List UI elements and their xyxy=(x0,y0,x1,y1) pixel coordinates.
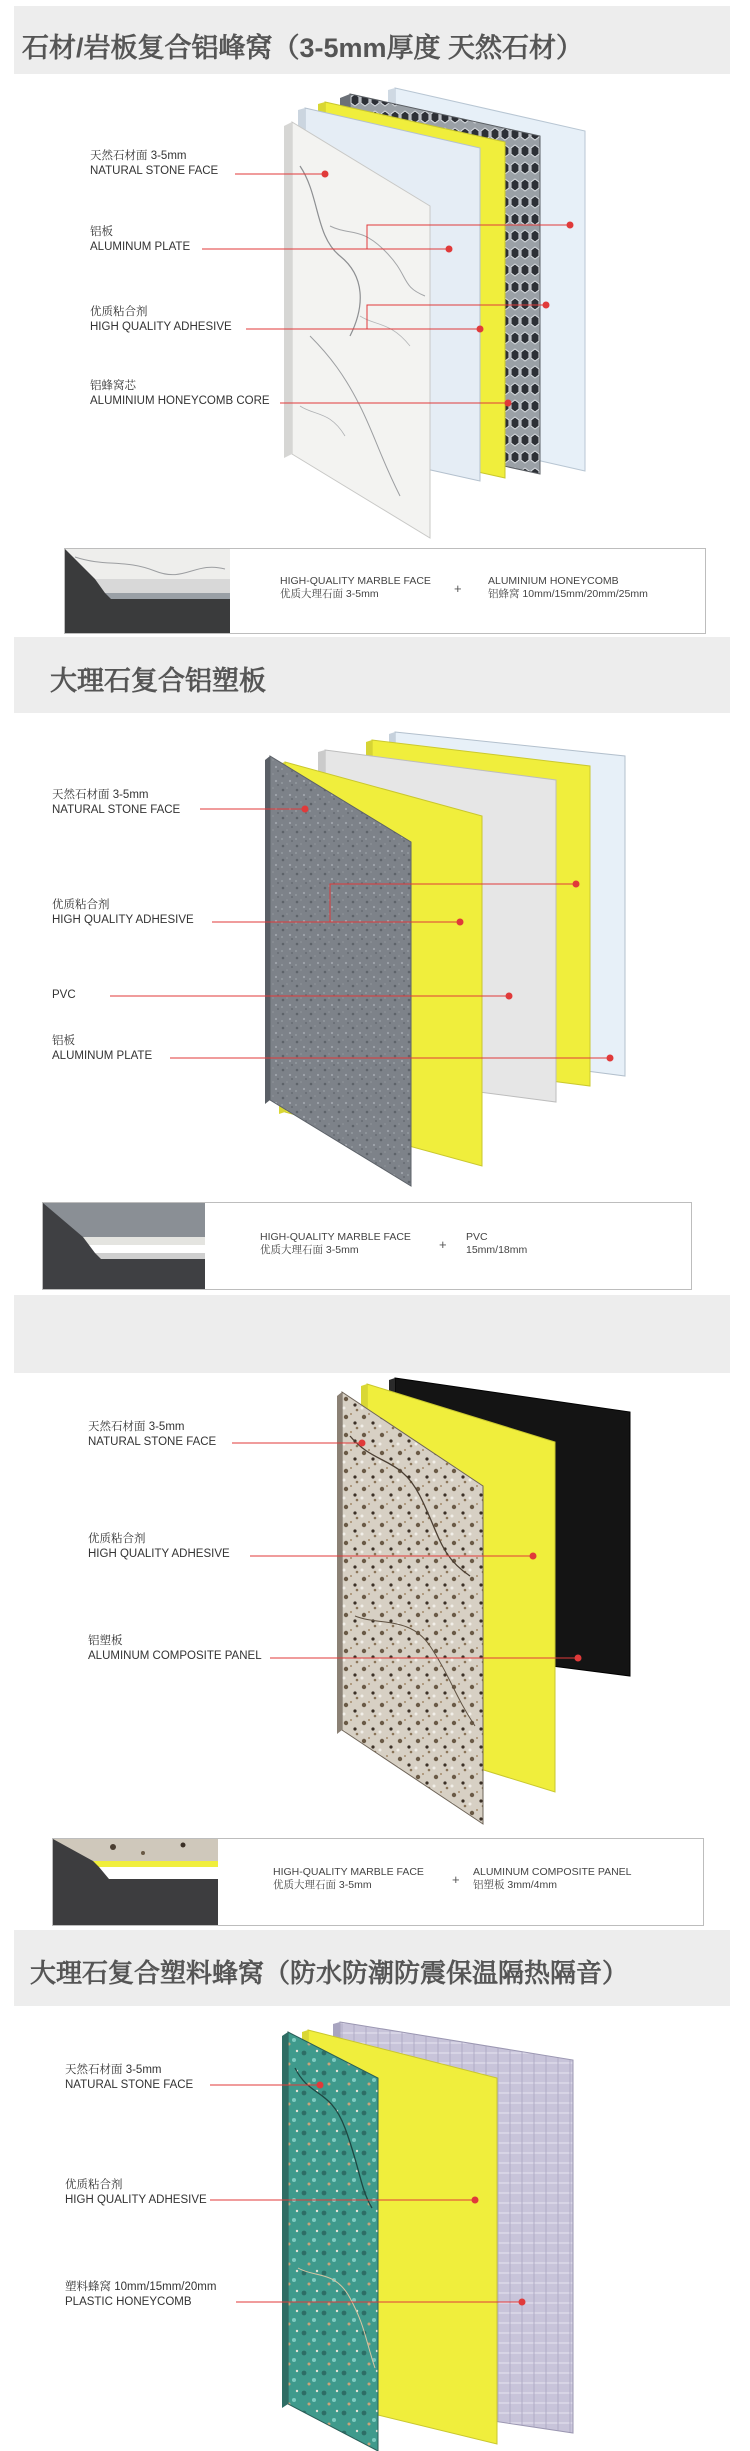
section-3-diagram xyxy=(0,1376,750,1838)
label-plastic-honeycomb: 塑料蜂窝 10mm/15mm/20mm PLASTIC HONEYCOMB xyxy=(65,2281,217,2308)
section-4-title: 大理石复合塑料蜂窝（防水防潮防震保温隔热隔音） xyxy=(30,1958,629,1988)
label-pvc: PVC xyxy=(52,989,76,1001)
section-3-strip-plus: + xyxy=(452,1872,460,1887)
label-natural-stone-face: 天然石材面 3-5mm NATURAL STONE FACE xyxy=(90,150,219,177)
section-1-spec-strip xyxy=(64,548,706,634)
label-high-quality-adhesive: 优质粘合剂 HIGH QUALITY ADHESIVE xyxy=(88,1533,230,1560)
layer-natural-stone xyxy=(282,2032,378,2451)
section-2-diagram xyxy=(0,716,750,1196)
section-2-strip-core-spec: PVC 15mm/18mm xyxy=(466,1231,528,1256)
label-natural-stone-face: 天然石材面 3-5mm NATURAL STONE FACE xyxy=(65,2064,194,2091)
section-2-thumbnail xyxy=(43,1203,205,1289)
label-aluminum-plate: 铝板 ALUMINUM PLATE xyxy=(90,226,191,253)
label-high-quality-adhesive: 优质粘合剂 HIGH QUALITY ADHESIVE xyxy=(90,306,232,333)
section-1-diagram xyxy=(0,76,750,546)
label-aluminum-composite-panel: 铝塑板 ALUMINUM COMPOSITE PANEL xyxy=(88,1635,262,1662)
label-aluminium-honeycomb-core: 铝蜂窝芯 ALUMINIUM HONEYCOMB CORE xyxy=(90,380,270,407)
section-1-title: 石材/岩板复合铝峰窝（3-5mm厚度 天然石材） xyxy=(22,33,584,63)
section-3-strip-core-spec: ALUMINUM COMPOSITE PANEL 铝塑板 3mm/4mm xyxy=(473,1866,632,1891)
section-2-strip-plus: + xyxy=(439,1237,447,1252)
label-high-quality-adhesive: 优质粘合剂 HIGH QUALITY ADHESIVE xyxy=(52,899,194,926)
section-2-title: 大理石复合铝塑板 xyxy=(50,666,266,696)
section-1-thumbnail xyxy=(65,549,230,633)
section-2-strip-marble-face: HIGH-QUALITY MARBLE FACE 优质大理石面 3-5mm xyxy=(260,1231,411,1256)
label-natural-stone-face: 天然石材面 3-5mm NATURAL STONE FACE xyxy=(88,1421,217,1448)
section-3-title-band xyxy=(14,1295,730,1373)
label-aluminum-plate: 铝板 ALUMINUM PLATE xyxy=(52,1035,153,1062)
section-3-thumbnail xyxy=(53,1839,218,1925)
section-3-spec-strip xyxy=(52,1838,704,1926)
section-3-strip-marble-face: HIGH-QUALITY MARBLE FACE 优质大理石面 3-5mm xyxy=(273,1866,424,1891)
section-1-strip-core-spec: ALUMINIUM HONEYCOMB 铝蜂窝 10mm/15mm/20mm/25mm xyxy=(488,575,648,600)
section-1-strip-marble-face: HIGH-QUALITY MARBLE FACE 优质大理石面 3-5mm xyxy=(280,575,431,600)
label-high-quality-adhesive: 优质粘合剂 HIGH QUALITY ADHESIVE xyxy=(65,2179,207,2206)
label-natural-stone-face: 天然石材面 3-5mm NATURAL STONE FACE xyxy=(52,789,181,816)
section-4-diagram xyxy=(0,2008,750,2451)
section-2-spec-strip xyxy=(42,1202,692,1290)
section-1-strip-plus: + xyxy=(454,581,462,596)
